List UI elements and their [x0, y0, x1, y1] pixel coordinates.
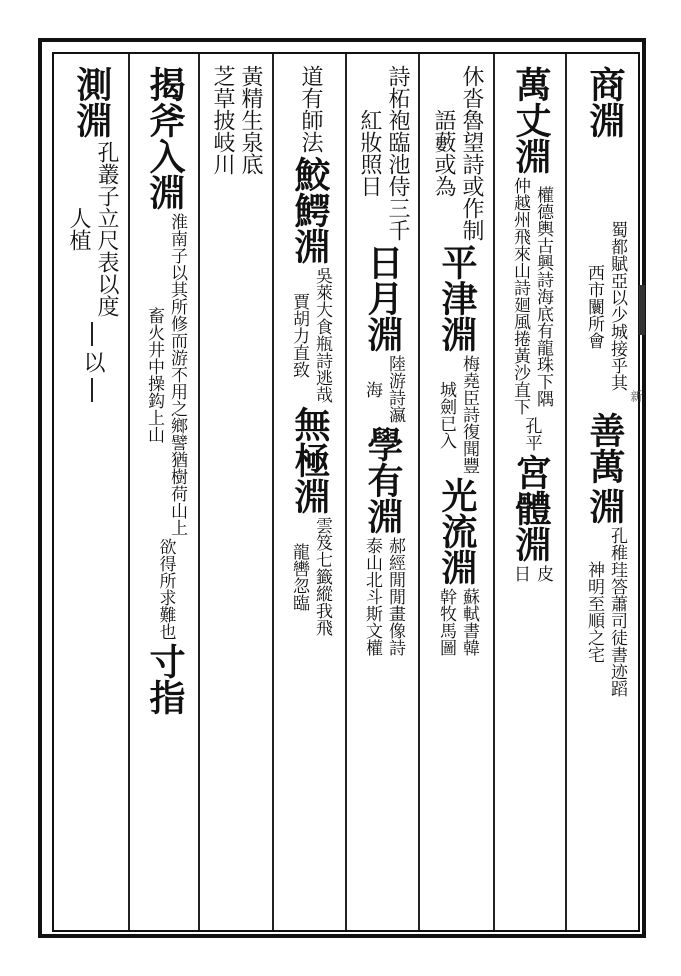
body-text: 芝草披岐川 [210, 65, 235, 175]
note-pair [437, 587, 477, 657]
body-text: 道有師法 [298, 65, 323, 153]
note-text: 陸游詩瀛 [385, 355, 405, 423]
column-8 [58, 64, 126, 406]
note-text: 泰山北斗斯文權 [362, 537, 382, 656]
column-rule [345, 54, 347, 930]
entry-head: 揭斧入淵 [144, 66, 186, 210]
note-text: 孔稚珪答蕭司徒書迹蹈 [607, 527, 627, 697]
entry-head: 萬丈淵 [510, 66, 552, 174]
note-text: 幹牧馬圖 [436, 588, 456, 656]
note-text: 龍轡忽臨 [289, 542, 309, 611]
note-text: 梅堯臣詩復聞豐 [459, 355, 479, 474]
entry-head: 測淵 [71, 66, 113, 138]
entry-head: 善萬 [584, 412, 626, 484]
note-text: 人植 [66, 207, 91, 251]
repeat-mark [91, 322, 93, 346]
column-rule [493, 54, 495, 930]
note-pair [290, 266, 330, 404]
note-pair [67, 140, 117, 318]
note-pair [511, 564, 551, 583]
column-rule [565, 54, 567, 930]
note-text: 皮 [533, 565, 553, 582]
note-pair [363, 354, 403, 424]
column-2 [497, 64, 565, 583]
note-text: 吳萊大食瓶詩逃哉 [312, 267, 332, 403]
column-6 [202, 64, 270, 176]
note-pair [511, 176, 551, 416]
entry-head: 無極淵 [289, 406, 331, 514]
note-text: 畜火井中操鈎上山 [144, 306, 164, 443]
column-rule [128, 54, 130, 930]
entry-head: 鮫鰐淵 [289, 156, 331, 264]
note-pair [145, 212, 185, 537]
note-pair [358, 64, 408, 242]
note-text: 以 [80, 351, 105, 373]
note-text: 孔叢子立尺表以度 [94, 141, 119, 317]
entry-head: 寸指 [144, 643, 186, 715]
note-text: 西市闤所會 [584, 263, 604, 349]
body-text: 詩柘袍臨池侍三千 [385, 65, 410, 241]
column-5 [276, 64, 344, 637]
note-text: 蜀都賦亞以少城接乎其 [607, 221, 627, 391]
note-pair [432, 64, 482, 242]
entry-head: 日月淵 [362, 244, 404, 352]
note-text: 城劍已入 [436, 380, 456, 449]
note-text: 仲越州飛來山詩廻風捲黃沙直下 [510, 177, 530, 415]
note-pair [585, 526, 625, 698]
column-1 [570, 64, 640, 698]
entry-head: 宮體淵 [510, 454, 552, 562]
column-3 [422, 64, 492, 657]
column-rule [418, 54, 420, 930]
entry-head: 商淵 [584, 66, 626, 138]
column-rule [272, 54, 274, 930]
note-text: 海 [362, 380, 382, 398]
body-text: 黃精生泉底 [238, 65, 263, 175]
note-text: 欲得所求難也 [155, 538, 176, 640]
note-text: 賈胡力直致 [289, 292, 309, 378]
note-text: 蘇軾書韓 [459, 588, 479, 656]
entry-head: 光流淵 [436, 477, 478, 585]
entry-head: 學有淵 [362, 426, 404, 534]
note-text: 淮南子以其所修而游不用之鄉譬猶樹荷山上 [167, 213, 187, 536]
body-text: 紅妝照日 [357, 109, 382, 197]
note-pair [290, 516, 330, 637]
note-text: 權德輿古興詩海底有龍珠下隅 [533, 185, 553, 407]
repeat-mark [91, 378, 93, 402]
note-pair [211, 64, 261, 176]
note-text: 雲笈七籤縱我飛 [312, 517, 332, 636]
column-7 [132, 64, 198, 717]
body-text: 休沓魯望詩或作制 [459, 65, 484, 241]
note-text: 日 [510, 565, 530, 582]
edge-mark: 新 [629, 390, 643, 404]
column-rule [198, 54, 200, 930]
column-4 [349, 64, 417, 657]
note-pair [363, 536, 403, 657]
note-pair [437, 354, 477, 475]
entry-head: 平津淵 [436, 244, 478, 352]
body-text: 語藪或為 [431, 109, 456, 197]
note-text: 神明至順之宅 [584, 561, 604, 663]
entry-head: 淵 [584, 488, 626, 524]
note-text: 孔平 [521, 417, 542, 451]
note-text: 郝經閒閒畫像詩 [385, 537, 405, 656]
